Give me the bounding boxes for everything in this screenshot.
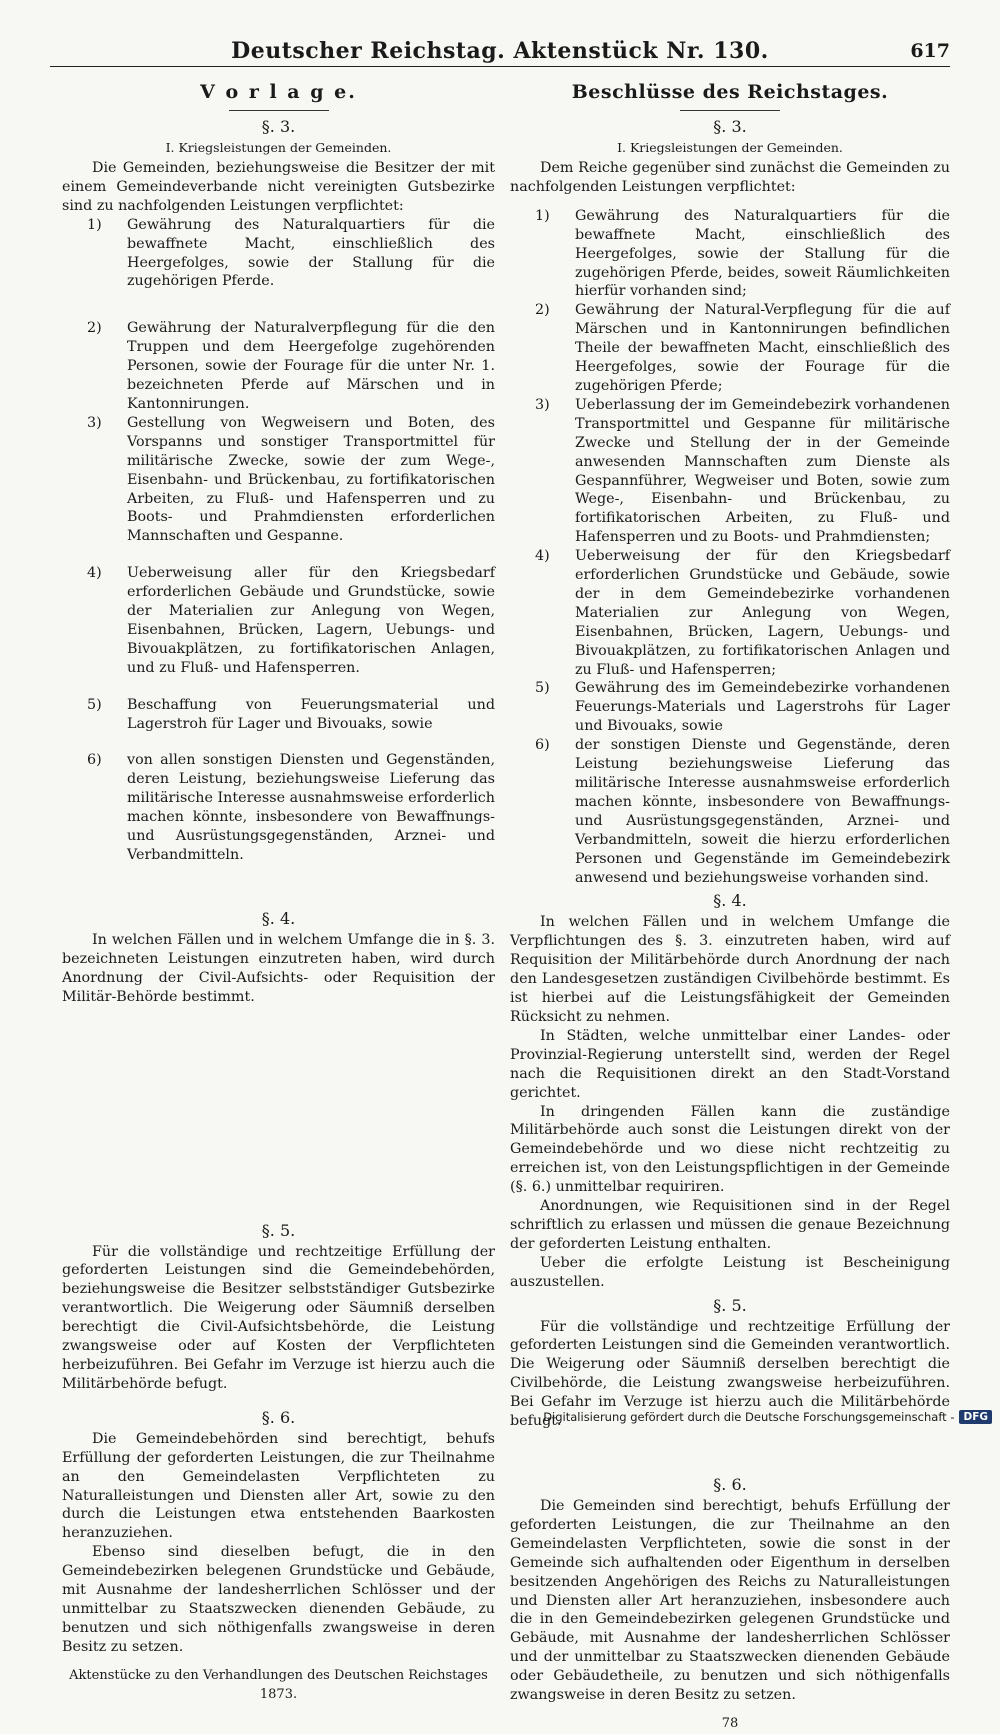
- item-number: 2): [87, 320, 102, 337]
- item-number: 6): [87, 752, 102, 769]
- item-text: Ueberweisung der für den Kriegsbedarf erforderlichen Grundstücke und Gebäude, sowie der in dem Gemeindebezirke vorhandenen Materialien zur Anlegung von Wegen, Eisenbahnen, Brücken, Lagern, Uebungs- und Bivouakplätzen, zu fortifikatorischen Anlagen und zu Fluß- und Hafensperren;: [575, 548, 950, 678]
- page-number: 617: [910, 40, 950, 62]
- list-item: [62, 319, 495, 414]
- list-item: [510, 679, 950, 736]
- page-header: [50, 36, 950, 67]
- item-text: Gewährung des Naturalquartiers für die bewaffnete Macht, einschließlich des Heergefolges, sowie der Stallung für die zugehörigen Pferde.: [127, 216, 495, 290]
- section-4-title: §. 4.: [713, 891, 747, 911]
- item-text: Gestellung von Wegweisern und Boten, des Vorspanns und sonstiger Transportmittel für militärische Zwecke, sowie der zum Wege-, Eisenbahn- und Brückenbau, zu fortifikatorischen Arbeiten, zu Fluß- und Hafensperren und zu Boots- und Prahmdiensten erforderlichen Mannschaften und Gespanne.: [127, 414, 495, 545]
- item-text: Ueberweisung aller für den Kriegsbedarf erforderlichen Gebäude und Grundstücke, sowie der Materialien zur Anlegung von Wegen, Eisenbahnen, Brücken, Lagern, Uebungs- und Bivouakplätzen, zu fortifikatorischen Anlagen, und zu Fluß- und Hafensperren.: [127, 565, 495, 676]
- page-title: Deutscher Reichstag. Aktenstück Nr. 130.: [231, 38, 769, 64]
- left-column-vorlage: [62, 80, 495, 1704]
- list-item: [510, 736, 950, 887]
- item-text: Ueberlassung der im Gemeindebezirk vorhandenen Transportmittel und Gespanne für militärische Zwecke und Stellung der in der Gemeinde anwesenden Mannschaften zum Dienste als Gespannführer, Wegweiser und Boten, sowie zum Wege-, Eisenbahn- und Brückenbau, zu fortifikatorischen Arbeiten, zu Fluß- und Hafensperren und zu Boots- und Prahmdiensten;: [575, 396, 950, 546]
- item-text: Gewährung der Naturalverpflegung für die den Truppen und dem Heergefolge zugehörenden Personen, sowie der Fourage für die unter Nr. 1. bezeichneten Pferde auf Märschen und in Kantonnirungen.: [127, 320, 495, 412]
- list-item: [510, 547, 950, 679]
- item-number: 3): [535, 396, 550, 413]
- item-number: 1): [535, 207, 550, 224]
- section-5-text: Für die vollständige und rechtzeitige Erfüllung der geforderten Leistungen sind die Gemeindebehörden, beziehungsweise die Besitzer selbstständiger Gutsbezirke verantwortlich. Die Weigerung oder Säumniß derselben berechtigt die Civil-Aufsichtsbehörde, die Leistung zwangsweise oder auf Kosten der Verpflichteten herbeizuführen. Bei Gefahr im Verzuge ist hierzu auch die Militärbehörde befugt.: [62, 1243, 495, 1392]
- right-column-beschluesse: [510, 80, 950, 1734]
- section-3-subtitle: I. Kriegsleistungen der Gemeinden.: [165, 140, 392, 155]
- list-item: [62, 696, 495, 734]
- item-number: 3): [87, 414, 102, 431]
- section-6-paragraph-1: Die Gemeindebehörden sind berechtigt, behufs Erfüllung der geforderten Leistungen, die zur Theilnahme an den Gemeindelasten Verpflichteten zu Naturalleistungen und Diensten aller Art, sowie zu den durch die Leistungen etwa entstehenden Baarkosten heranzuziehen.: [62, 1430, 495, 1542]
- item-text: Gewährung der Natural-Verpflegung für die auf Märschen und in Kantonnirungen befindlichen Theile der bewaffneten Macht, einschließlich des Heergefolges, sowie der Fourage für die zugehörigen Pferde;: [575, 302, 950, 394]
- section-3-intro: Dem Reiche gegenüber sind zunächst die Gemeinden zu nachfolgenden Leistungen verpflichtet:: [510, 160, 950, 195]
- item-number: 6): [535, 737, 550, 754]
- item-number: 1): [87, 216, 102, 233]
- section-4-paragraph-5: Ueber die erfolgte Leistung ist Bescheinigung auszustellen.: [510, 1254, 950, 1290]
- item-number: 5): [535, 680, 550, 697]
- footnote: Aktenstücke zu den Verhandlungen des Deutschen Reichstages 1873.: [69, 1667, 488, 1702]
- section-4-paragraph-1: In welchen Fällen und in welchem Umfange die Verpflichtungen des §. 3. einzutreten haben, wird auf Requisition der Militärbehörde durch Anordnung der nach den Landesgesetzen zuständigen Civilbehörde bestimmt. Es ist hierbei auf die Leistungsfähigkeit der Gemeinden Rücksicht zu nehmen.: [510, 914, 950, 1025]
- section-4-paragraph-2: In Städten, welche unmittelbar einer Landes- oder Provinzial-Regierung unterstellt sind, werden der Regel nach die Requisitionen direkt an den Stadt-Vorstand gerichtet.: [510, 1027, 950, 1101]
- list-item: [510, 301, 950, 396]
- section-4-title: §. 4.: [261, 908, 296, 928]
- item-text: von allen sonstigen Diensten und Gegenständen, deren Leistung, beziehungsweise Lieferung das militärische Interesse ausnahmsweise erforderlich machen könnte, insbesondere von Bewaffnungs- und Ausrüstungsgegenständen, Arznei- und Verbandmitteln.: [127, 752, 495, 863]
- item-text: Beschaffung von Feuerungsmaterial und Lagerstroh für Lager und Bivouaks, sowie: [127, 696, 495, 732]
- dfg-logo-icon: DFG: [959, 1410, 992, 1424]
- section-6-title: §. 6.: [713, 1475, 747, 1494]
- column-heading: Beschlüsse des Reichstages.: [571, 81, 889, 103]
- section-3-subtitle: I. Kriegsleistungen der Gemeinden.: [617, 140, 843, 155]
- section-3-title: §. 3.: [261, 117, 296, 136]
- signature-mark: 78: [721, 1715, 739, 1731]
- section-5-text: Für die vollständige und rechtzeitige Erfüllung der geforderten Leistungen sind die Gemeinden verantwortlich. Die Weigerung oder Säumniß derselben berechtigt die Civilbehörde, die Leistung zwangsweise herbeizuführen. Bei Gefahr im Verzuge ist hierzu auch die Militärbehörde befugt.: [510, 1318, 950, 1430]
- list-item: [510, 207, 950, 302]
- column-heading: V o r l a g e.: [200, 81, 357, 103]
- item-text: der sonstigen Dienste und Gegenstände, deren Leistung beziehungsweise Lieferung das militärische Interesse ausnahmsweise erforderlich machen könnte, insbesondere von Bewaffnungs- und Ausrüstungsgegenständen, Arznei- und Verbandmitteln, soweit die hierzu erforderlichen Personen und Gegenstände im Gemeindebezirk anwesend und beziehungsweise vorhanden sind.: [575, 737, 950, 886]
- heading-rule: [680, 110, 780, 111]
- section-4-text: In welchen Fällen und in welchem Umfange die in §. 3. bezeichneten Leistungen einzutreten haben, wird durch Anordnung der Civil-Aufsichts- oder Requisition der Militär-Behörde bestimmt.: [62, 931, 495, 1005]
- section-4-paragraph-3: In dringenden Fällen kann die zuständige Militärbehörde auch sonst die Leistungen direkt von der Gemeindebehörde und wo diese nicht rechtzeitig zu erreichen ist, von den Leistungspflichtigen in der Gemeinde (§. 6.) unmittelbar requiriren.: [510, 1103, 950, 1196]
- item-number: 2): [535, 302, 550, 319]
- digitization-credit: [543, 1410, 992, 1424]
- section-4-paragraph-4: Anordnungen, wie Requisitionen sind in der Regel schriftlich zu erlassen und müssen die genaue Bezeichnung der geforderten Leistung enthalten.: [510, 1198, 950, 1252]
- section-6-text: Die Gemeinden sind berechtigt, behufs Erfüllung der geforderten Leistungen, die zur Theilnahme an den Gemeindelasten Verpflichteten, sowie die sonst in der Gemeinde sich aufhaltenden oder Eigenthum in derselben besitzenden Angehörigen des Reichs zu Naturalleistungen und Diensten aller Art heranzuziehen, insbesondere auch die in den Gemeindebezirken gelegenen Grundstücke und Gebäude, mit Ausnahme der landesherrlichen Schlösser und der unmittelbar zu Staatszwecken dienenden Gebäude oder Gebäudetheile, zu benutzen und sich nöthigenfalls zwangsweise in deren Besitz zu setzen.: [510, 1498, 950, 1704]
- section-3-title: §. 3.: [713, 117, 747, 136]
- item-text: Gewährung des Naturalquartiers für die bewaffnete Macht, einschließlich des Heergefolges, sowie der Stallung für die zugehörigen Pferde, beides, soweit Räumlichkeiten hierfür vorhanden sind;: [575, 207, 950, 300]
- section-6-paragraph-2: Ebenso sind dieselben befugt, die in den Gemeindebezirken belegenen Grundstücke und Gebäude, mit Ausnahme der landesherrlichen Schlösser und der unmittelbar zu Staatszwecken dienenden Gebäude, zu benutzen und sich nöthigenfalls zwangsweise in deren Besitz zu setzen.: [62, 1544, 495, 1655]
- section-3-intro: Die Gemeinden, beziehungsweise die Besitzer der mit einem Gemeindeverbande nicht vereinigten Gutsbezirke sind zu nachfolgenden Leistungen verpflichtet:: [62, 160, 495, 214]
- list-item: [62, 564, 495, 677]
- item-number: 4): [535, 548, 550, 565]
- item-text: Gewährung des im Gemeindebezirke vorhandenen Feuerungs-Materials und Lagerstrohs für Lager und Bivouaks, sowie: [575, 680, 950, 735]
- item-number: 4): [87, 565, 102, 582]
- list-item: [510, 396, 950, 547]
- list-item: [62, 414, 495, 546]
- heading-rule: [229, 110, 329, 111]
- credit-text: Digitalisierung gefördert durch die Deutsche Forschungsgemeinschaft -: [543, 1410, 955, 1424]
- item-number: 5): [87, 696, 102, 713]
- list-item: [62, 751, 495, 864]
- section-5-title: §. 5.: [261, 1220, 296, 1240]
- section-6-title: §. 6.: [261, 1407, 296, 1427]
- list-item: [62, 216, 495, 292]
- section-5-title: §. 5.: [713, 1295, 747, 1315]
